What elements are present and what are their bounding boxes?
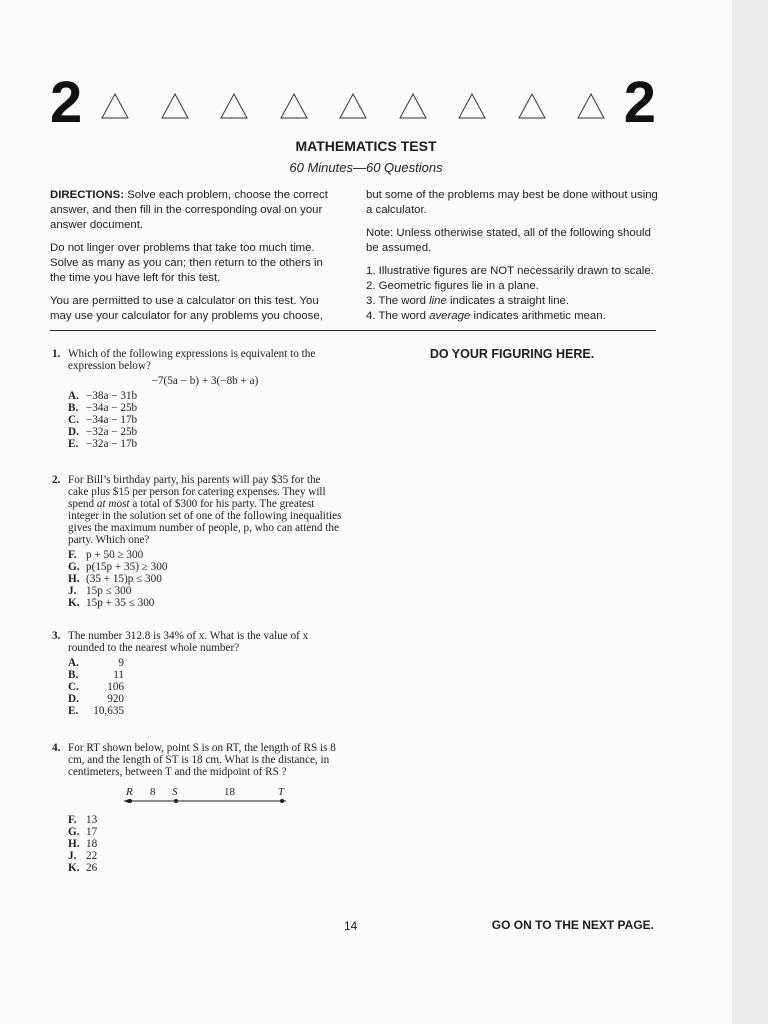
question-2 xyxy=(52,474,342,609)
question-number: 2. xyxy=(52,474,61,486)
choice-letter: D. xyxy=(68,693,79,705)
label-s: S xyxy=(172,786,178,798)
choice-letter: J. xyxy=(68,585,77,597)
assumption-item: 2. Geometric figures lie in a plane. xyxy=(366,280,539,292)
question-1 xyxy=(52,348,342,450)
page-number: 14 xyxy=(344,919,358,933)
choice-letter: J. xyxy=(68,850,77,862)
test-subtitle: 60 Minutes—60 Questions xyxy=(289,160,443,175)
triangle-icon xyxy=(576,92,606,120)
choice-value: −34a − 17b xyxy=(86,414,138,426)
section-number-left: 2 xyxy=(50,70,83,135)
answer-choice-k[interactable] xyxy=(68,862,342,874)
section-header xyxy=(50,70,656,138)
answer-choice-d[interactable] xyxy=(68,693,342,705)
choice-letter: B. xyxy=(68,402,79,414)
directions-p1 xyxy=(50,188,340,233)
question-number: 3. xyxy=(52,630,61,642)
choice-letter: A. xyxy=(68,657,79,669)
choice-letter: C. xyxy=(68,681,79,693)
answer-choice-k[interactable] xyxy=(68,597,342,609)
assumption-item xyxy=(366,309,658,324)
answer-choice-g[interactable] xyxy=(68,561,342,573)
choice-letter: F. xyxy=(68,814,77,826)
choice-letter: B. xyxy=(68,669,79,681)
choice-value: 26 xyxy=(86,862,98,874)
answer-choice-a[interactable] xyxy=(68,657,342,669)
choice-value: 13 xyxy=(86,814,98,826)
choice-value: −32a − 17b xyxy=(86,438,138,450)
test-title: MATHEMATICS TEST xyxy=(295,138,437,154)
assumption-item: 1. Illustrative figures are NOT necessarily drawn to scale. xyxy=(366,265,654,277)
triangle-icon xyxy=(160,92,190,120)
answer-choice-g[interactable] xyxy=(68,826,342,838)
triangle-icon xyxy=(279,92,309,120)
answer-choices xyxy=(52,390,342,450)
answer-choice-f[interactable] xyxy=(68,549,342,561)
choice-value: 15p ≤ 300 xyxy=(86,585,132,597)
choice-letter: E. xyxy=(68,705,79,717)
choice-value: 22 xyxy=(86,850,98,862)
label-t: T xyxy=(278,786,285,798)
assumption3-c: indicates a straight line. xyxy=(446,295,570,307)
label-rs-length: 8 xyxy=(150,786,156,798)
triangle-icon xyxy=(338,92,368,120)
answer-choice-c[interactable] xyxy=(68,681,342,693)
choice-value: −38a − 31b xyxy=(86,390,138,402)
assumption4-a: 4. The word xyxy=(366,310,430,322)
assumption-item xyxy=(366,294,658,309)
assumption4-c: indicates arithmetic mean. xyxy=(470,310,606,322)
answer-choices xyxy=(52,549,342,609)
question-3 xyxy=(52,630,342,717)
choice-letter: H. xyxy=(68,573,80,585)
question-text: The number 312.8 is 34% of x. What is the value of x rounded to the nearest whole number? xyxy=(68,630,309,654)
answer-choice-d[interactable] xyxy=(68,426,342,438)
directions-p4: but some of the problems may best be done without using a calculator. xyxy=(366,189,658,216)
choice-value: 106 xyxy=(107,681,124,693)
choice-letter: E. xyxy=(68,438,79,450)
choice-letter: C. xyxy=(68,414,79,426)
assumption3-a: 3. The word xyxy=(366,295,430,307)
directions-note: Note: Unless otherwise stated, all of the following should be assumed. xyxy=(366,227,651,254)
answer-choice-b[interactable] xyxy=(68,402,342,414)
answer-choice-j[interactable] xyxy=(68,850,342,862)
choice-letter: G. xyxy=(68,826,80,838)
choice-value: 15p + 35 ≤ 300 xyxy=(86,597,155,609)
directions-left xyxy=(50,188,340,332)
choice-letter: F. xyxy=(68,549,77,561)
label-r: R xyxy=(126,786,133,798)
choice-value: −34a − 25b xyxy=(86,402,138,414)
question-text: Which of the following expressions is equivalent to the expression below? xyxy=(68,348,316,372)
choice-letter: H. xyxy=(68,838,80,850)
choice-value: (35 + 15)p ≤ 300 xyxy=(86,573,162,585)
choice-letter: D. xyxy=(68,426,79,438)
directions-p2: Do not linger over problems that take too much time. Solve as many as you can; then return to the others in the time you have left for this test. xyxy=(50,242,323,284)
assumption-list xyxy=(366,264,658,324)
answer-choice-c[interactable] xyxy=(68,414,342,426)
question-text-part: For Bill’s birthday party, his parents will pay $35 for the cake plus $15 per person for catering expenses. They will spend xyxy=(68,474,326,510)
question-expression: −7(5a − b) + 3(−8b + a) xyxy=(151,375,259,387)
question-text-emphasis: at most xyxy=(96,498,130,510)
triangle-icon xyxy=(219,92,249,120)
triangle-icon xyxy=(100,92,130,120)
assumption4-b: average xyxy=(429,310,471,322)
choice-value: −32a − 25b xyxy=(86,426,138,438)
choice-value: 17 xyxy=(86,826,98,838)
choice-value: 11 xyxy=(113,669,124,681)
answer-choice-h[interactable] xyxy=(68,573,342,585)
choice-letter: K. xyxy=(68,597,80,609)
point-s xyxy=(174,799,178,803)
triangle-border xyxy=(96,92,610,120)
label-st-length: 18 xyxy=(224,786,235,798)
answer-choice-j[interactable] xyxy=(68,585,342,597)
triangle-icon xyxy=(517,92,547,120)
choice-letter: K. xyxy=(68,862,80,874)
answer-choice-f[interactable] xyxy=(68,814,342,826)
answer-choice-h[interactable] xyxy=(68,838,342,850)
point-t xyxy=(280,799,284,803)
choice-value: 920 xyxy=(107,693,124,705)
choice-value: p + 50 ≥ 300 xyxy=(86,549,144,561)
directions-p1-text: Solve each problem, choose the correct answer, and then fill in the corresponding oval on your answer document. xyxy=(50,189,328,231)
line-segment-figure xyxy=(52,786,342,808)
triangle-icon xyxy=(398,92,428,120)
next-page-notice: GO ON TO THE NEXT PAGE. xyxy=(491,918,654,932)
answer-choice-e[interactable] xyxy=(68,705,342,717)
answer-choice-a[interactable] xyxy=(68,390,342,402)
directions-right xyxy=(366,188,658,324)
question-number: 1. xyxy=(52,348,61,360)
choice-letter: G. xyxy=(68,561,80,573)
section-divider xyxy=(50,330,656,331)
question-number: 4. xyxy=(52,742,61,754)
choice-value: 10,635 xyxy=(93,705,124,717)
triangle-icon xyxy=(457,92,487,120)
choice-value: p(15p + 35) ≥ 300 xyxy=(86,561,168,573)
answer-choice-e[interactable] xyxy=(68,438,342,450)
answer-choices xyxy=(52,657,342,717)
directions-p3: You are permitted to use a calculator on this test. You may use your calculator for any problems you choose, xyxy=(50,295,323,322)
question-4 xyxy=(52,742,342,874)
directions-label: DIRECTIONS: xyxy=(50,189,125,201)
answer-choice-b[interactable] xyxy=(68,669,342,681)
point-r xyxy=(128,799,132,803)
figuring-label: DO YOUR FIGURING HERE. xyxy=(429,347,595,361)
assumption3-b: line xyxy=(429,295,447,307)
choice-value: 18 xyxy=(86,838,98,850)
answer-choices xyxy=(52,814,342,874)
section-number-right: 2 xyxy=(623,70,656,135)
choice-value: 9 xyxy=(118,657,124,669)
question-text-part: a total of $300 for his party. The greatest integer in the solution set of one of the following inequalities gives the maximum number of people, p, who can attend the party. Which one? xyxy=(68,498,342,546)
question-text: For RT shown below, point S is on RT, the length of RS is 8 cm, and the length of ST is 18 cm. What is the distance, in centimeters, between T and the midpoint of RS ? xyxy=(68,742,336,778)
choice-letter: A. xyxy=(68,390,79,402)
question-text xyxy=(68,474,342,546)
